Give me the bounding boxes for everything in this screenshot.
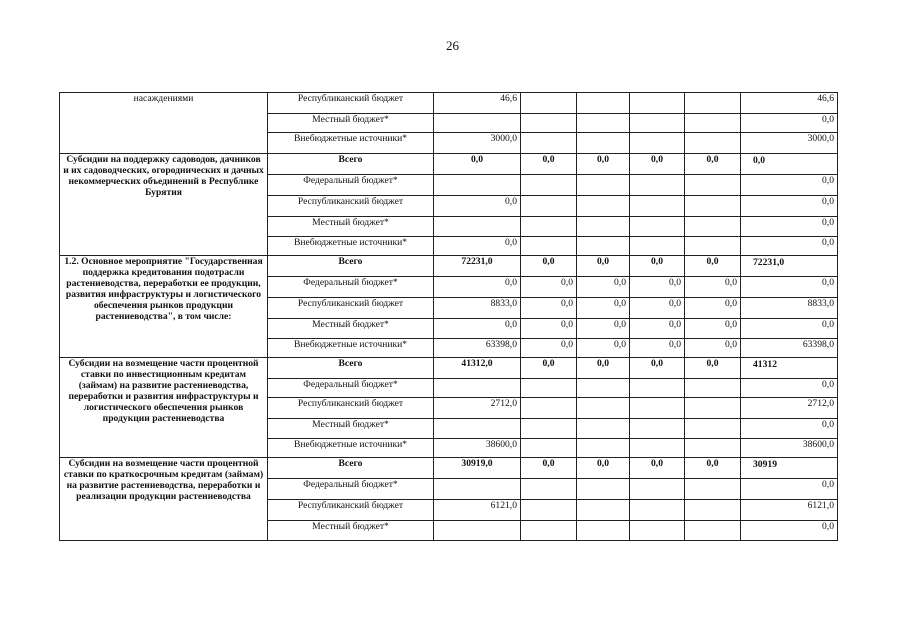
amount-cell-y1: 0,0 [521,339,577,358]
amount-cell-y4 [685,237,741,256]
amount-cell-y3 [630,379,685,398]
amount-cell-y3 [630,398,685,419]
total-row [60,358,838,379]
funding-source-cell: Федеральный бюджет* [268,277,434,298]
amount-cell-total: 46,6 [434,93,521,114]
activity-name-cell: Субсидии на возмещение части процентной ставки по инвестиционным кредитам (займам) на развитие растениеводства, переработки и развития инфраструктуры и логистического обеспечения рынков продукции растениеводства [60,358,268,458]
amount-cell-y2: 0,0 [577,256,630,277]
amount-cell-last: 0,0 [741,196,838,217]
funding-source-cell: Федеральный бюджет* [268,379,434,398]
amount-cell-y1: 0,0 [521,154,577,175]
amount-cell-y1 [521,439,577,458]
amount-cell-y4 [685,419,741,439]
amount-cell-y2: 0,0 [577,277,630,298]
amount-cell-total: 0,0 [434,196,521,217]
amount-cell-last: 0,0 [741,175,838,196]
amount-cell-last: 6121,0 [741,500,838,521]
amount-cell-last: 2712,0 [741,398,838,419]
activity-name-cell: Субсидии на поддержку садоводов, дачников и их садоводческих, огороднических и дачных некоммерческих объединений в Республике Бурятия [60,154,268,256]
activity-name-cell: 1.2. Основное мероприятие "Государственная поддержка кредитования подотрасли растениеводства, переработки ее продукции, развития инфраструктуры и логистического обеспечения рынков продукции растениеводства", в том числе: [60,256,268,358]
amount-cell-y3 [630,93,685,114]
amount-cell-y1 [521,114,577,133]
amount-cell-y1: 0,0 [521,458,577,479]
amount-cell-y2 [577,114,630,133]
funding-source-cell: Местный бюджет* [268,521,434,541]
amount-cell-y3: 0,0 [630,256,685,277]
amount-cell-y1: 0,0 [521,256,577,277]
amount-cell-total: 72231,0 [434,256,521,277]
amount-cell-y2: 0,0 [577,298,630,319]
amount-cell-y1: 0,0 [521,358,577,379]
amount-cell-y4 [685,479,741,500]
amount-cell-y4: 0,0 [685,458,741,479]
amount-cell-y4: 0,0 [685,256,741,277]
amount-cell-y4 [685,114,741,133]
amount-cell-y3 [630,439,685,458]
funding-source-cell: Республиканский бюджет [268,93,434,114]
amount-cell-total: 38600,0 [434,439,521,458]
amount-cell-y1: 0,0 [521,319,577,339]
amount-cell-total [434,175,521,196]
amount-cell-y3 [630,237,685,256]
amount-cell-y3 [630,521,685,541]
amount-cell-last: 38600,0 [741,439,838,458]
funding-source-cell: Республиканский бюджет [268,398,434,419]
amount-cell-total [434,419,521,439]
funding-source-cell: Всего [268,458,434,479]
amount-cell-last: 0,0 [741,419,838,439]
amount-cell-y4 [685,196,741,217]
amount-cell-total: 0,0 [434,319,521,339]
amount-cell-y2 [577,500,630,521]
amount-cell-y4 [685,439,741,458]
amount-cell-y1 [521,419,577,439]
amount-cell-y3: 0,0 [630,154,685,175]
amount-cell-y1 [521,521,577,541]
activity-name-cell: Субсидии на возмещение части процентной ставки по краткосрочным кредитам (займам) на развитие растениеводства, переработки и реализации продукции растениеводства [60,458,268,541]
amount-cell-y2 [577,175,630,196]
amount-cell-y3: 0,0 [630,277,685,298]
budget-table-body [60,93,838,541]
amount-cell-total [434,379,521,398]
amount-cell-y4: 0,0 [685,358,741,379]
amount-cell-y2 [577,419,630,439]
amount-cell-last: 8833,0 [741,298,838,319]
amount-cell-y4 [685,133,741,154]
amount-cell-last: 41312 [741,358,838,379]
amount-cell-y4: 0,0 [685,339,741,358]
table-row [60,93,838,114]
amount-cell-y2 [577,521,630,541]
amount-cell-last: 0,0 [741,217,838,237]
amount-cell-total: 30919,0 [434,458,521,479]
amount-cell-last: 0,0 [741,319,838,339]
amount-cell-y3 [630,175,685,196]
total-row [60,256,838,277]
amount-cell-total [434,479,521,500]
amount-cell-y2 [577,217,630,237]
amount-cell-y4 [685,379,741,398]
amount-cell-last: 72231,0 [741,256,838,277]
budget-table [59,92,838,541]
amount-cell-y3 [630,133,685,154]
amount-cell-y2 [577,93,630,114]
funding-source-cell: Внебюджетные источники* [268,439,434,458]
amount-cell-y2 [577,398,630,419]
amount-cell-last: 0,0 [741,154,838,175]
amount-cell-total [434,217,521,237]
amount-cell-total [434,521,521,541]
amount-cell-y3 [630,114,685,133]
amount-cell-y3: 0,0 [630,298,685,319]
funding-source-cell: Федеральный бюджет* [268,175,434,196]
amount-cell-y2 [577,133,630,154]
total-row [60,458,838,479]
funding-source-cell: Внебюджетные источники* [268,133,434,154]
amount-cell-y2: 0,0 [577,458,630,479]
funding-source-cell: Республиканский бюджет [268,298,434,319]
amount-cell-y4 [685,217,741,237]
amount-cell-y2: 0,0 [577,154,630,175]
amount-cell-y1 [521,175,577,196]
amount-cell-y1 [521,196,577,217]
amount-cell-y2 [577,196,630,217]
amount-cell-total: 63398,0 [434,339,521,358]
amount-cell-last: 0,0 [741,479,838,500]
amount-cell-y3: 0,0 [630,319,685,339]
amount-cell-y4 [685,398,741,419]
amount-cell-total: 0,0 [434,237,521,256]
amount-cell-y1: 0,0 [521,298,577,319]
amount-cell-last: 63398,0 [741,339,838,358]
amount-cell-total: 2712,0 [434,398,521,419]
amount-cell-y1 [521,93,577,114]
amount-cell-y4: 0,0 [685,319,741,339]
amount-cell-y1 [521,379,577,398]
amount-cell-y1: 0,0 [521,277,577,298]
amount-cell-total: 3000,0 [434,133,521,154]
amount-cell-total: 8833,0 [434,298,521,319]
amount-cell-y3 [630,196,685,217]
amount-cell-total: 0,0 [434,277,521,298]
amount-cell-y4: 0,0 [685,298,741,319]
amount-cell-y3: 0,0 [630,358,685,379]
amount-cell-y2: 0,0 [577,339,630,358]
page-number: 26 [446,38,459,53]
amount-cell-y1 [521,500,577,521]
amount-cell-y4 [685,175,741,196]
funding-source-cell: Республиканский бюджет [268,196,434,217]
funding-source-cell: Всего [268,358,434,379]
funding-source-cell: Всего [268,154,434,175]
amount-cell-y1 [521,237,577,256]
activity-name-cell: насаждениями [60,93,268,154]
amount-cell-y2: 0,0 [577,319,630,339]
amount-cell-y3: 0,0 [630,458,685,479]
amount-cell-last: 0,0 [741,114,838,133]
amount-cell-y4 [685,93,741,114]
amount-cell-last: 3000,0 [741,133,838,154]
amount-cell-total: 0,0 [434,154,521,175]
funding-source-cell: Внебюджетные источники* [268,339,434,358]
amount-cell-y1 [521,398,577,419]
amount-cell-y3 [630,479,685,500]
amount-cell-total: 6121,0 [434,500,521,521]
funding-source-cell: Местный бюджет* [268,114,434,133]
amount-cell-y2: 0,0 [577,358,630,379]
funding-source-cell: Местный бюджет* [268,319,434,339]
amount-cell-total: 41312,0 [434,358,521,379]
amount-cell-y2 [577,237,630,256]
amount-cell-y1 [521,479,577,500]
amount-cell-y2 [577,479,630,500]
amount-cell-last: 0,0 [741,521,838,541]
amount-cell-last: 30919 [741,458,838,479]
funding-source-cell: Местный бюджет* [268,419,434,439]
amount-cell-last: 0,0 [741,237,838,256]
amount-cell-y3 [630,217,685,237]
amount-cell-y4 [685,500,741,521]
amount-cell-y1 [521,133,577,154]
amount-cell-y4: 0,0 [685,154,741,175]
amount-cell-y1 [521,217,577,237]
funding-source-cell: Местный бюджет* [268,217,434,237]
amount-cell-last: 46,6 [741,93,838,114]
funding-source-cell: Федеральный бюджет* [268,479,434,500]
funding-source-cell: Всего [268,256,434,277]
amount-cell-last: 0,0 [741,379,838,398]
funding-source-cell: Республиканский бюджет [268,500,434,521]
amount-cell-y3 [630,500,685,521]
amount-cell-total [434,114,521,133]
amount-cell-last: 0,0 [741,277,838,298]
amount-cell-y3: 0,0 [630,339,685,358]
amount-cell-y4 [685,521,741,541]
amount-cell-y4: 0,0 [685,277,741,298]
total-row [60,154,838,175]
funding-source-cell: Внебюджетные источники* [268,237,434,256]
amount-cell-y3 [630,419,685,439]
amount-cell-y2 [577,379,630,398]
amount-cell-y2 [577,439,630,458]
